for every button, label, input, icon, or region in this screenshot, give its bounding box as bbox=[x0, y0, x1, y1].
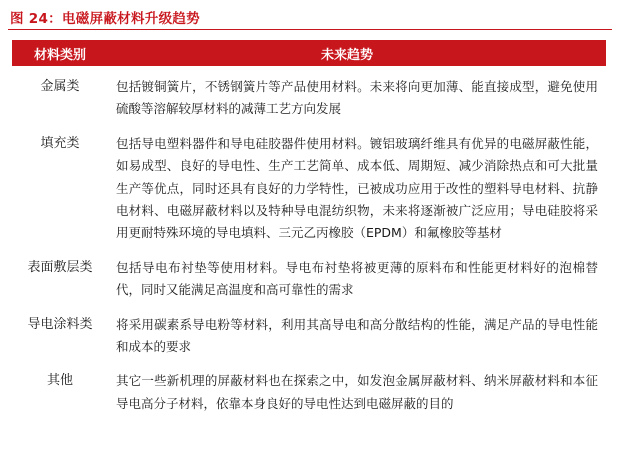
table-row bbox=[12, 76, 606, 121]
row-trend: 包括导电塑料器件和导电硅胶器件使用材料。镀铝玻璃纤维具有优异的电磁屏蔽性能，如易成型、良好的导电性、生产工艺简单、成本低、周期短、减少消除热点和可大批量生产等优点，同时还具有良好的力学特性，已被成功应用于改性的塑料导电材料、抗静电材料、电磁屏蔽材料以及特种导电混纺织物，未来将逐渐被广泛应用；导电硅胶将采用更耐特殊环境的导电填料、三元乙丙橡胶（EPDM）和氟橡胶等基材 bbox=[116, 135, 598, 241]
table-row bbox=[12, 257, 606, 302]
table-row bbox=[12, 314, 606, 359]
row-trend: 包括导电布衬垫等使用材料。导电布衬垫将被更薄的原料布和性能更材料好的泡棉替代，同时又能满足高温度和高可靠性的需求 bbox=[116, 259, 598, 298]
table-row bbox=[12, 133, 606, 245]
figure-title: 图 24：电磁屏蔽材料升级趋势 bbox=[10, 11, 200, 27]
header-category: 材料类别 bbox=[33, 47, 86, 63]
row-category: 导电涂料类 bbox=[27, 316, 93, 332]
table-header bbox=[12, 40, 606, 66]
row-category: 金属类 bbox=[40, 79, 80, 94]
row-trend: 其它一些新机理的屏蔽材料也在探索之中，如发泡金属屏蔽材料、纳米屏蔽材料和本征导电高分子材料，依靠本身良好的导电性达到电磁屏蔽的目的 bbox=[116, 373, 598, 411]
trend-table bbox=[12, 40, 606, 415]
row-category: 其他 bbox=[46, 373, 73, 389]
row-trend: 将采用碳素系导电粉等材料，利用其高导电和高分散结构的性能，满足产品的导电性能和成本的要求 bbox=[116, 316, 598, 355]
header-trend: 未来趋势 bbox=[320, 47, 373, 63]
title-rule bbox=[8, 29, 612, 30]
table-row bbox=[12, 370, 606, 415]
row-category: 表面敷层类 bbox=[27, 259, 93, 275]
row-category: 填充类 bbox=[40, 135, 80, 151]
row-trend: 包括镀铜簧片，不锈钢簧片等产品使用材料。未来将向更加薄、能直接成型，避免使用硫酸等溶解较厚材料的减薄工艺方向发展 bbox=[116, 79, 598, 117]
